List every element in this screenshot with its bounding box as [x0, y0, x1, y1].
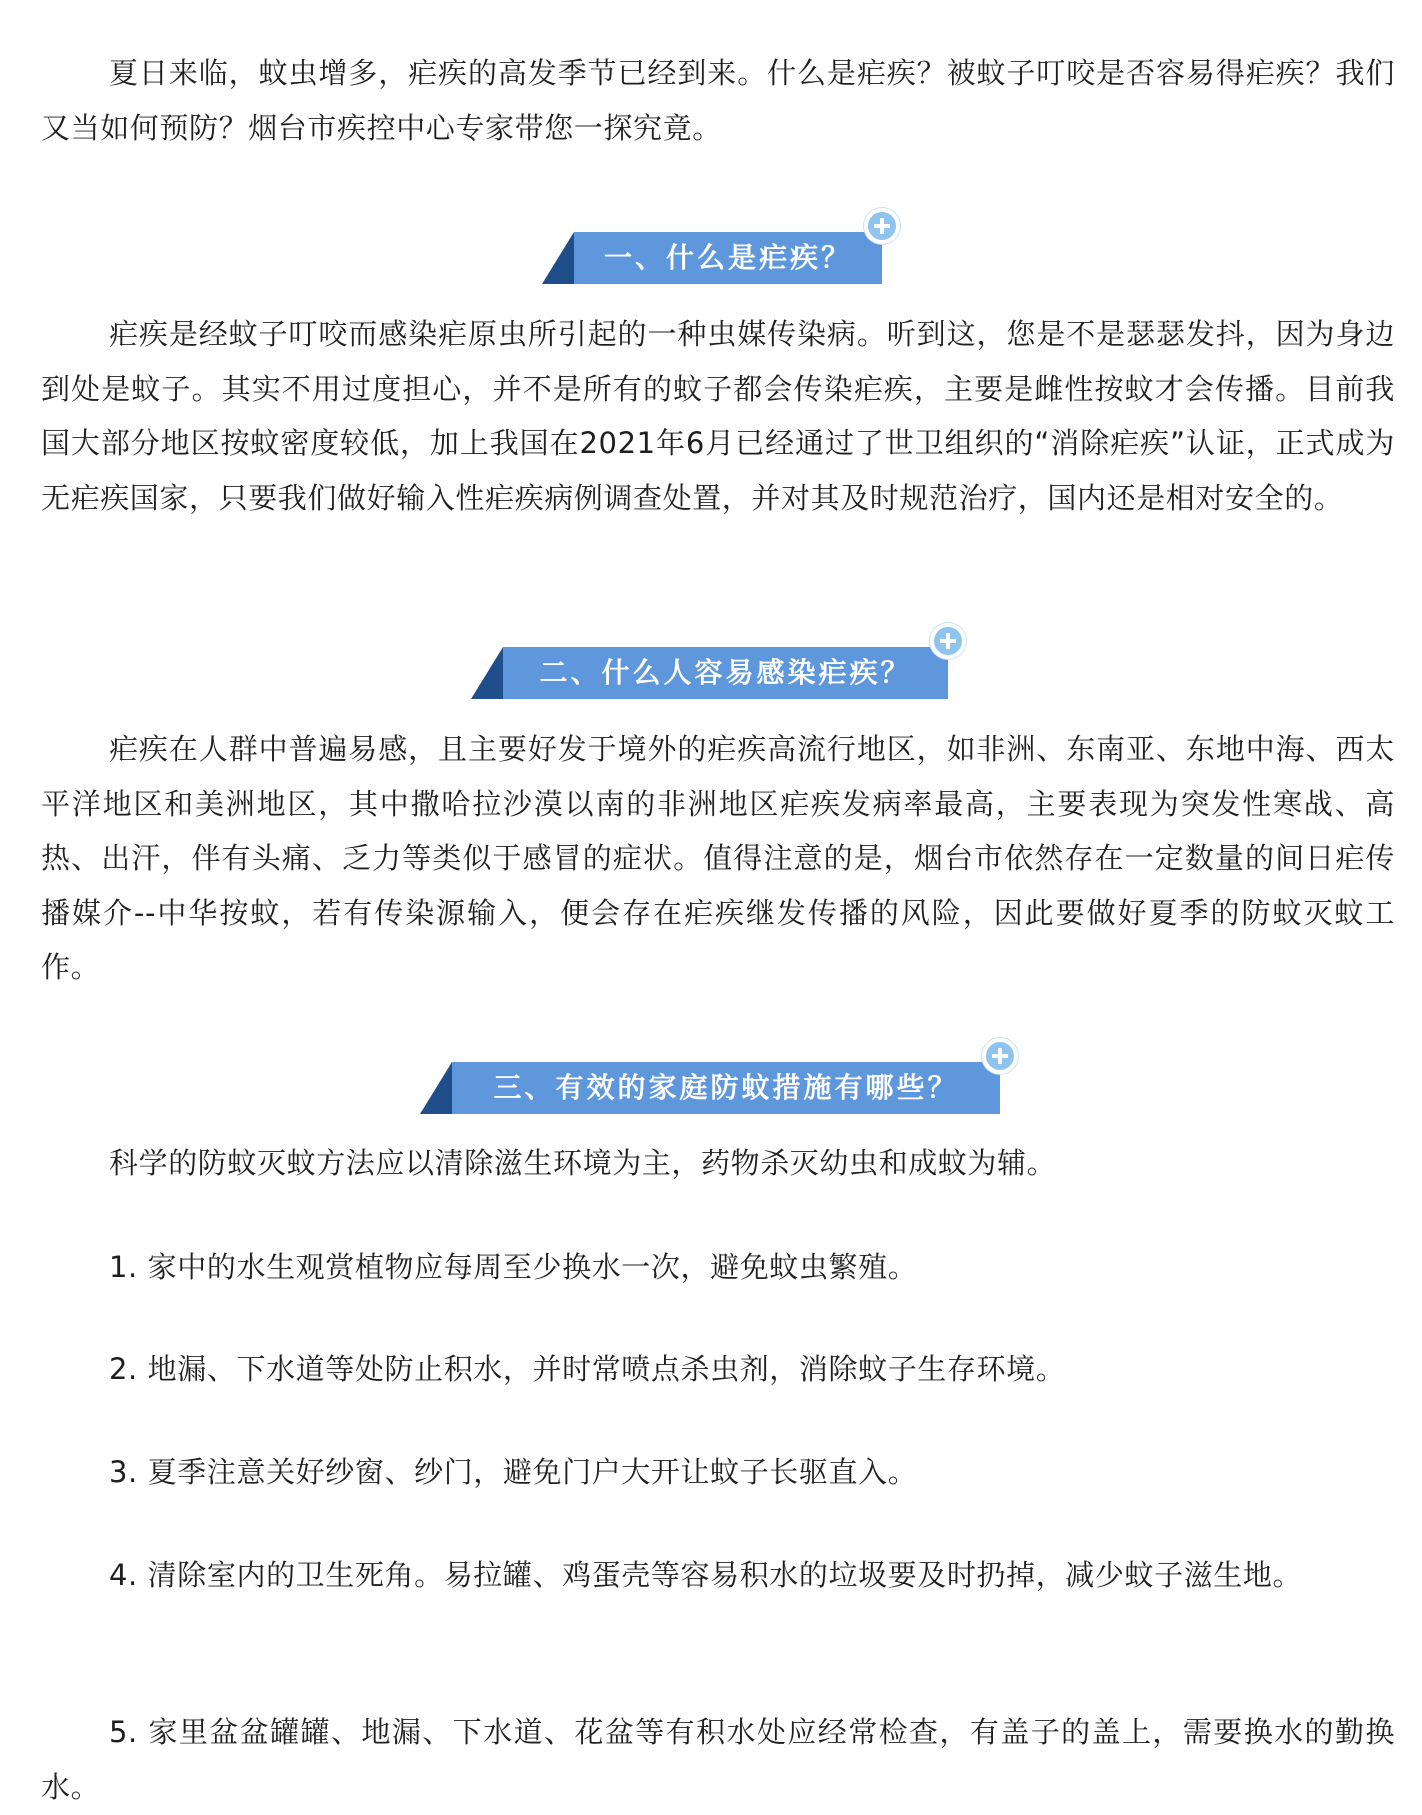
section-1-heading-banner: [542, 232, 882, 284]
section-3-heading-banner: [420, 1062, 1000, 1114]
plus-icon: [982, 1038, 1018, 1074]
section-1-body: 疟疾是经蚊子叮咬而感染疟原虫所引起的一种虫媒传染病。听到这，您是不是瑟瑟发抖，因为身边到处是蚊子。其实不用过度担心，并不是所有的蚊子都会传染疟疾，主要是雌性按蚊才会传播。目前我国大部分地区按蚊密度较低，加上我国在2021年6月已经通过了世卫组织的“消除疟疾”认证，正式成为无疟疾国家，只要我们做好输入性疟疾病例调查处置，并对其及时规范治疗，国内还是相对安全的。: [41, 317, 1395, 515]
measure-item-4: 4. 清除室内的卫生死角。易拉罐、鸡蛋壳等容易积水的垃圾要及时扔掉，减少蚊子滋生地。: [109, 1558, 1303, 1592]
plus-icon: [864, 208, 900, 244]
section-3-heading: 三、有效的家庭防蚊措施有哪些？: [452, 1062, 1000, 1114]
measure-item-1: 1. 家中的水生观赏植物应每周至少换水一次，避免蚊虫繁殖。: [109, 1250, 918, 1284]
banner-corner: [542, 232, 574, 284]
measure-item-2: 2. 地漏、下水道等处防止积水，并时常喷点杀虫剂，消除蚊子生存环境。: [109, 1352, 1066, 1386]
banner-corner: [471, 647, 503, 699]
measure-item-5: 5. 家里盆盆罐罐、地漏、下水道、花盆等有积水处应经常检查，有盖子的盖上，需要换水的勤换水。: [41, 1715, 1395, 1804]
intro-paragraph: 夏日来临，蚊虫增多，疟疾的高发季节已经到来。什么是疟疾？被蚊子叮咬是否容易得疟疾？我们又当如何预防？烟台市疾控中心专家带您一探究竟。: [41, 56, 1395, 145]
measure-item-3: 3. 夏季注意关好纱窗、纱门，避免门户大开让蚊子长驱直入。: [109, 1455, 918, 1489]
section-2-body: 疟疾在人群中普遍易感，且主要好发于境外的疟疾高流行地区，如非洲、东南亚、东地中海、西太平洋地区和美洲地区，其中撒哈拉沙漠以南的非洲地区疟疾发病率最高，主要表现为突发性寒战、高热、出汗，伴有头痛、乏力等类似于感冒的症状。值得注意的是，烟台市依然存在一定数量的间日疟传播媒介--中华按蚊，若有传染源输入，便会存在疟疾继发传播的风险，因此要做好夏季的防蚊灭蚊工作。: [41, 732, 1395, 984]
section-2-heading: 二、什么人容易感染疟疾？: [503, 647, 948, 699]
section-1-heading: 一、什么是疟疾？: [574, 232, 882, 284]
banner-corner: [420, 1062, 452, 1114]
section-3-body: 科学的防蚊灭蚊方法应以清除滋生环境为主，药物杀灭幼虫和成蚊为辅。: [109, 1146, 1057, 1180]
section-2-heading-banner: [471, 647, 948, 699]
plus-icon: [930, 623, 966, 659]
